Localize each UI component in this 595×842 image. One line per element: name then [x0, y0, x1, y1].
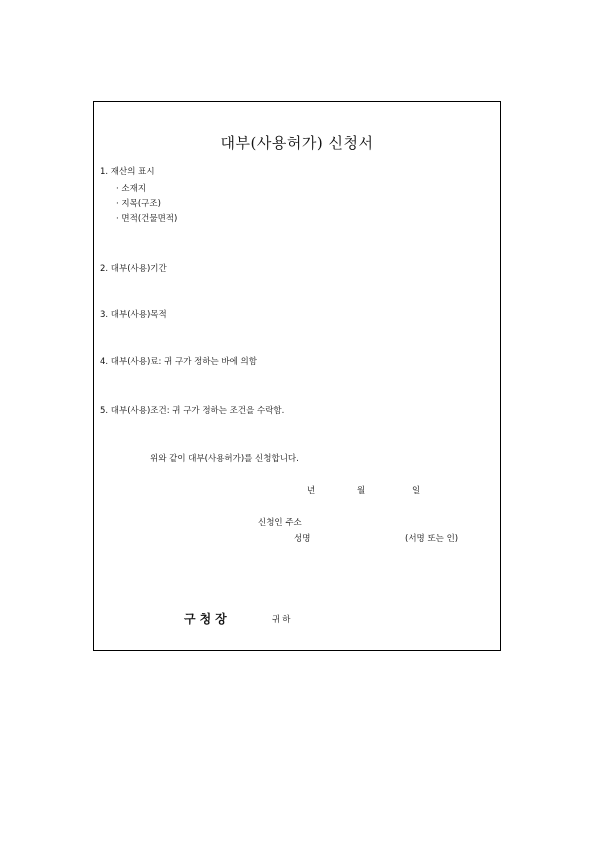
date-month-label: 월	[357, 486, 366, 496]
applicant-address-label: 신청인 주소	[258, 518, 302, 528]
form-title: 대부(사용허가) 신청서	[220, 134, 374, 152]
date-year-label: 년	[307, 486, 316, 496]
addressee-title: 구청장	[184, 612, 231, 626]
addressee-suffix: 귀하	[272, 615, 293, 625]
signature-note: (서명 또는 인)	[405, 534, 459, 544]
applicant-name-label: 성명	[294, 534, 311, 544]
section-property-heading: 1. 재산의 표시	[100, 167, 155, 177]
section-lease-purpose: 3. 대부(사용)목적	[100, 310, 167, 320]
declaration-text: 위와 같이 대부(사용허가)를 신청합니다.	[150, 454, 299, 464]
section-lease-fee: 4. 대부(사용)료: 귀 구가 정하는 바에 의함	[100, 357, 257, 367]
application-form	[93, 101, 501, 651]
property-area-label: · 면적(건물면적)	[116, 214, 178, 224]
property-land-category-label: · 지목(구조)	[116, 199, 161, 209]
section-lease-conditions: 5. 대부(사용)조건: 귀 구가 정하는 조건을 수락함.	[100, 406, 285, 416]
property-location-label: · 소재지	[116, 184, 147, 194]
date-day-label: 일	[412, 486, 421, 496]
section-lease-period: 2. 대부(사용)기간	[100, 264, 167, 274]
